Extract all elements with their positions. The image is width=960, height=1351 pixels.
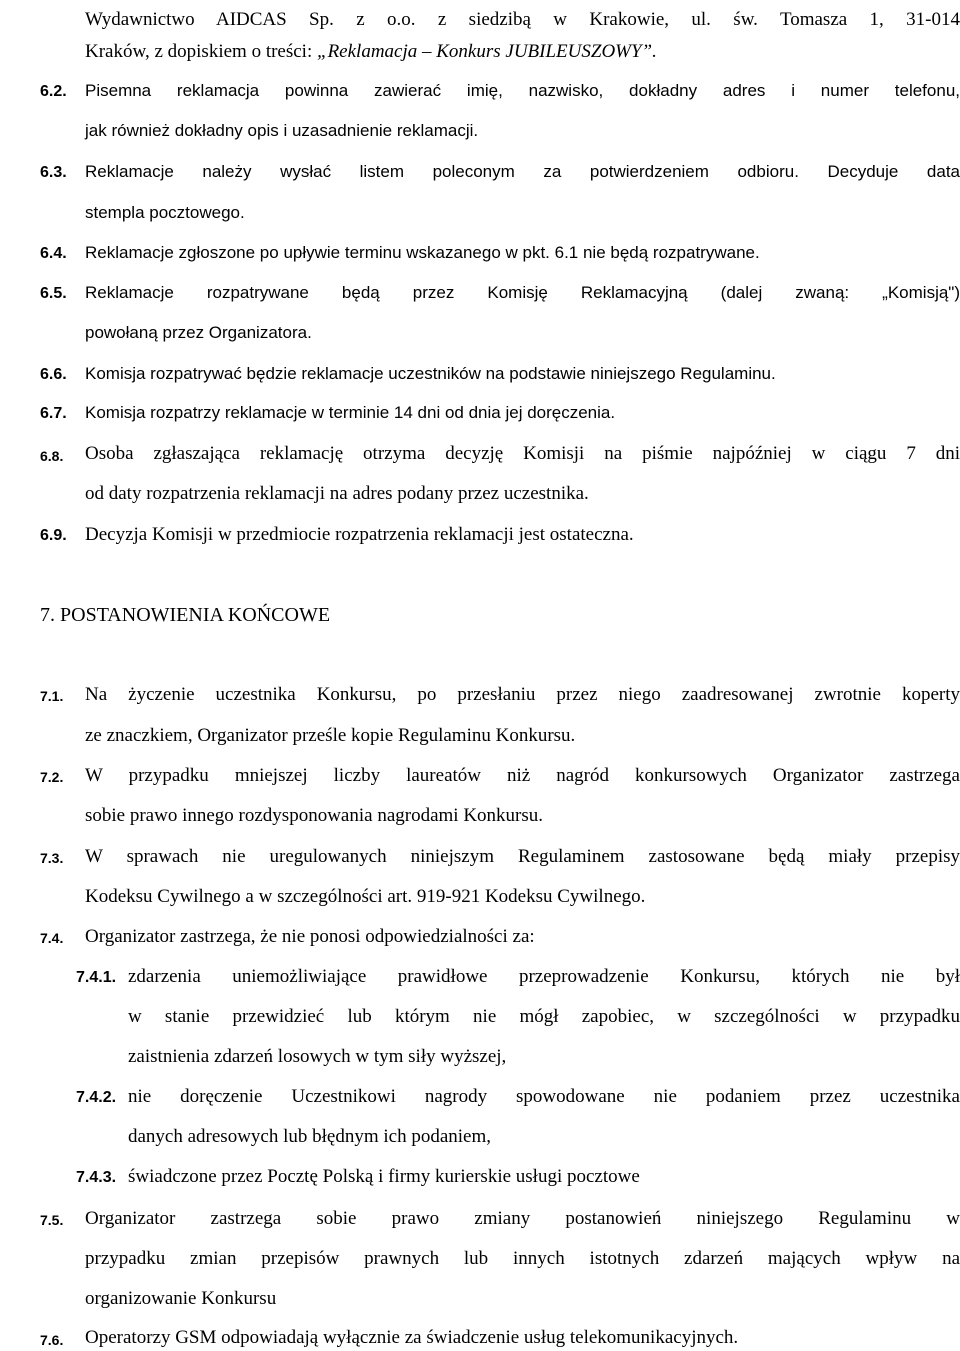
section-6-5-number: 6.5. xyxy=(40,285,67,302)
section-6-2-number: 6.2. xyxy=(40,83,67,100)
section-6-7-number: 6.7. xyxy=(40,405,67,422)
section-6-3-line-1: Reklamacje należy wysłać listem poleconym za potwierdzeniem odbioru. Decyduje data xyxy=(85,162,960,181)
section-6-3-number: 6.3. xyxy=(40,164,67,181)
section-6-6-number: 6.6. xyxy=(40,366,67,383)
intro-line-2-italic: „Reklamacja – Konkurs JUBILEUSZOWY”. xyxy=(317,41,657,62)
section-6-3-line-2: stempla pocztowego. xyxy=(85,203,245,222)
section-7-4-1-number: 7.4.1. xyxy=(76,969,117,986)
section-7-1-line-2: ze znaczkiem, Organizator prześle kopie Regulaminu Konkursu. xyxy=(85,725,576,746)
section-6-5-line-2: powołaną przez Organizatora. xyxy=(85,323,312,342)
section-6-5-line-1: Reklamacje rozpatrywane będą przez Komisję Reklamacyjną (dalej zwaną: „Komisją") xyxy=(85,283,960,302)
section-7-1-number: 7.1. xyxy=(40,688,64,704)
section-7-1-line-1: Na życzenie uczestnika Konkursu, po przesłaniu przez niego zaadresowanej zwrotnie koperty xyxy=(85,684,960,705)
section-7-5-number: 7.5. xyxy=(40,1212,64,1228)
section-7-4-1-line-2: w stanie przewidzieć lub którym nie mógł zapobiec, w szczególności w przypadku xyxy=(128,1006,960,1027)
intro-line-1: Wydawnictwo AIDCAS Sp. z o.o. z siedzibą w Krakowie, ul. św. Tomasza 1, 31-014 xyxy=(85,9,960,30)
section-7-4-3-number: 7.4.3. xyxy=(76,1169,117,1186)
section-7-4-2-line-2: danych adresowych lub błędnym ich podaniem, xyxy=(128,1126,492,1147)
intro-line-2 xyxy=(85,41,657,63)
section-7-2-line-2: sobie prawo innego rozdysponowania nagrodami Konkursu. xyxy=(85,805,544,826)
section-7-4-2-line-1: nie doręczenie Uczestnikowi nagrody spowodowane nie podaniem przez uczestnika xyxy=(128,1086,960,1107)
section-7-3-number: 7.3. xyxy=(40,850,64,866)
section-7-heading: 7. POSTANOWIENIA KOŃCOWE xyxy=(40,604,331,626)
section-6-8-line-2: od daty rozpatrzenia reklamacji na adres podany przez uczestnika. xyxy=(85,483,589,504)
section-7-6-number: 7.6. xyxy=(40,1332,64,1348)
section-7-2-number: 7.2. xyxy=(40,769,64,785)
section-7-4-1-line-1: zdarzenia uniemożliwiające prawidłowe przeprowadzenie Konkursu, których nie był xyxy=(128,966,960,987)
section-7-3-line-1: W sprawach nie uregulowanych niniejszym Regulaminem zastosowane będą miały przepisy xyxy=(85,846,960,867)
section-6-2-line-1: Pisemna reklamacja powinna zawierać imię, nazwisko, dokładny adres i numer telefonu, xyxy=(85,81,960,100)
section-6-8-number: 6.8. xyxy=(40,448,64,464)
section-6-4-line-1: Reklamacje zgłoszone po upływie terminu wskazanego w pkt. 6.1 nie będą rozpatrywane. xyxy=(85,243,760,262)
section-7-6-line-1: Operatorzy GSM odpowiadają wyłącznie za świadczenie usług telekomunikacyjnych. xyxy=(85,1327,739,1348)
section-7-5-line-3: organizowanie Konkursu xyxy=(85,1288,277,1309)
section-7-3-line-2: Kodeksu Cywilnego a w szczególności art. 919-921 Kodeksu Cywilnego. xyxy=(85,886,646,907)
section-6-9-number: 6.9. xyxy=(40,527,67,544)
section-7-4-2-number: 7.4.2. xyxy=(76,1089,117,1106)
section-6-7-line-1: Komisja rozpatrzy reklamacje w terminie 14 dni od dnia jej doręczenia. xyxy=(85,403,616,422)
section-6-6-line-1: Komisja rozpatrywać będzie reklamacje uczestników na podstawie niniejszego Regulaminu. xyxy=(85,364,776,383)
section-7-2-line-1: W przypadku mniejszej liczby laureatów niż nagród konkursowych Organizator zastrzega xyxy=(85,765,960,786)
section-7-4-number: 7.4. xyxy=(40,930,64,946)
section-7-4-3-line-1: świadczone przez Pocztę Polską i firmy kurierskie usługi pocztowe xyxy=(128,1166,640,1187)
section-6-4-number: 6.4. xyxy=(40,245,67,262)
intro-line-2-text: Kraków, z dopiskiem o treści: xyxy=(85,41,317,62)
section-7-5-line-1: Organizator zastrzega sobie prawo zmiany postanowień niniejszego Regulaminu w xyxy=(85,1208,960,1229)
section-7-4-line-1: Organizator zastrzega, że nie ponosi odpowiedzialności za: xyxy=(85,926,535,947)
section-7-5-line-2: przypadku zmian przepisów prawnych lub innych istotnych zdarzeń mających wpływ na xyxy=(85,1248,960,1269)
section-7-4-1-line-3: zaistnienia zdarzeń losowych w tym siły wyższej, xyxy=(128,1046,507,1067)
section-6-2-line-2: jak również dokładny opis i uzasadnienie reklamacji. xyxy=(85,121,479,140)
section-6-8-line-1: Osoba zgłaszająca reklamację otrzyma decyzję Komisji na piśmie najpóźniej w ciągu 7 dni xyxy=(85,443,960,464)
section-6-9-line-1: Decyzja Komisji w przedmiocie rozpatrzenia reklamacji jest ostateczna. xyxy=(85,524,634,545)
